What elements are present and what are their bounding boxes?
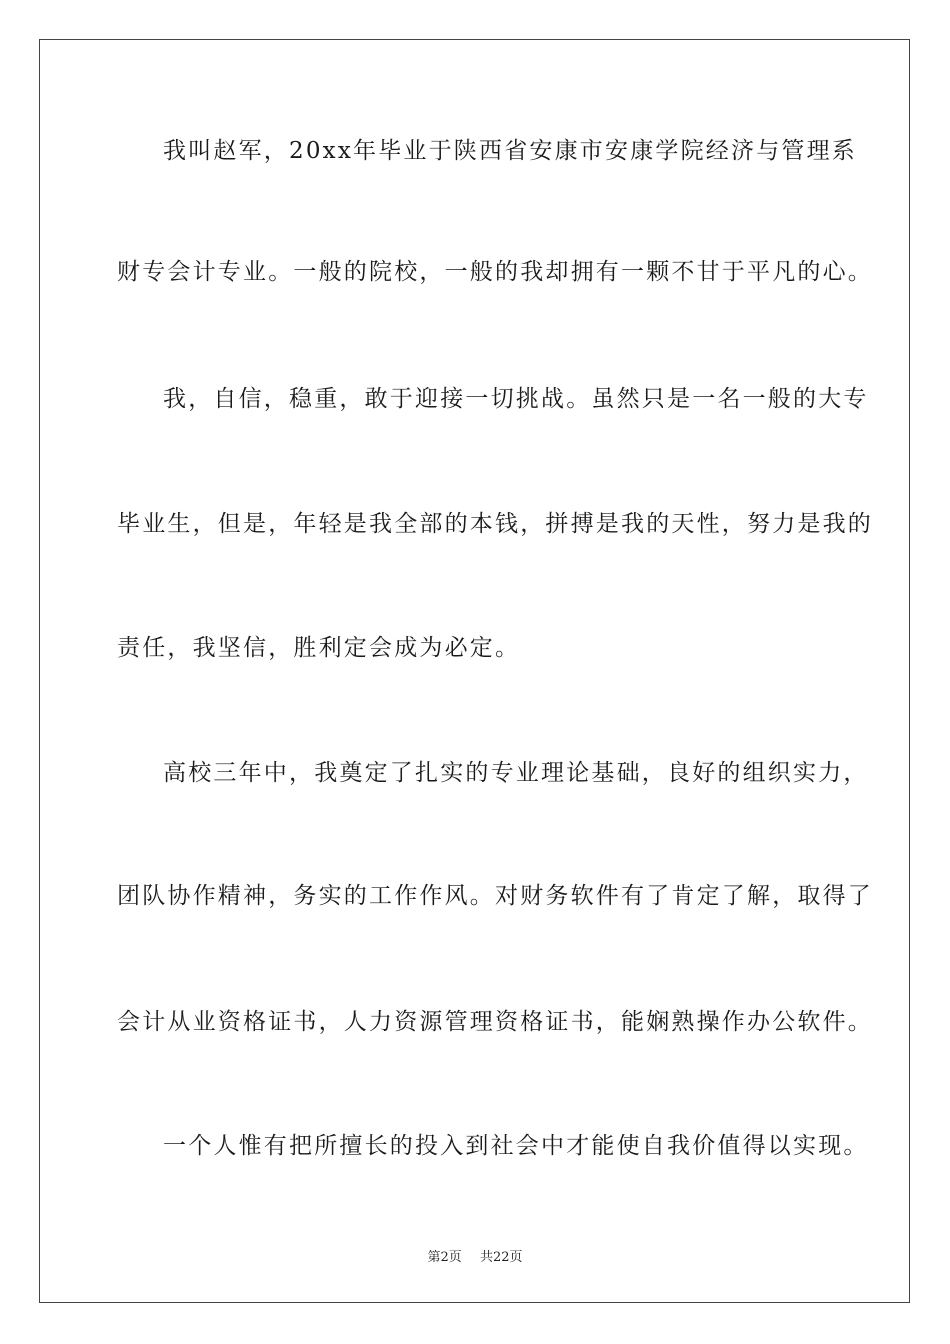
page-border bbox=[39, 39, 910, 1303]
paragraph-line: 一个人惟有把所擅长的投入到社会中才能使自我价值得以实现。 bbox=[163, 1133, 869, 1159]
paragraph-line: 毕业生，但是，年轻是我全部的本钱，拼搏是我的天性，努力是我的 bbox=[117, 511, 873, 537]
paragraph-line: 团队协作精神，务实的工作作风。对财务软件有了肯定了解，取得了 bbox=[117, 883, 873, 909]
paragraph-line: 我，自信，稳重，敢于迎接一切挑战。虽然只是一名一般的大专 bbox=[163, 386, 869, 412]
page-number: 第2页 bbox=[427, 1250, 462, 1265]
page-total: 共22页 bbox=[479, 1250, 523, 1265]
paragraph-line: 会计从业资格证书，人力资源管理资格证书，能娴熟操作办公软件。 bbox=[117, 1009, 873, 1035]
paragraph-line: 财专会计专业。一般的院校，一般的我却拥有一颗不甘于平凡的心。 bbox=[117, 259, 873, 285]
page-footer bbox=[0, 1246, 950, 1265]
paragraph-line: 责任，我坚信，胜利定会成为必定。 bbox=[117, 635, 521, 661]
paragraph-line: 高校三年中，我奠定了扎实的专业理论基础，良好的组织实力， bbox=[163, 760, 869, 786]
paragraph-line: 我叫赵军，20xx年毕业于陕西省安康市安康学院经济与管理系 bbox=[163, 138, 858, 164]
